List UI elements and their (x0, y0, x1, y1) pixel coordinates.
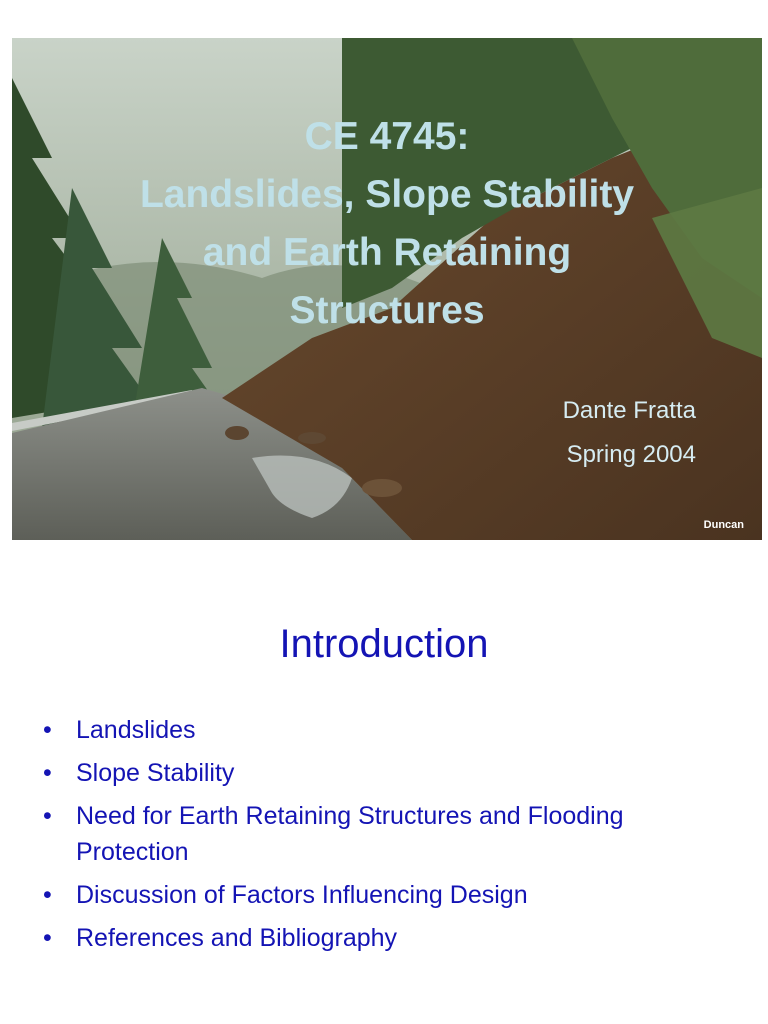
list-item (40, 877, 740, 913)
list-item (40, 712, 740, 748)
bullet-text: Landslides (76, 716, 196, 744)
list-item (40, 920, 740, 956)
bullet-icon: • (43, 881, 52, 909)
list-item (40, 755, 740, 791)
bullet-icon: • (43, 924, 52, 952)
bullet-text: References and Bibliography (76, 924, 398, 952)
intro-title: Introduction (279, 622, 489, 666)
bullet-icon: • (43, 759, 52, 787)
title-line: CE 4745: (304, 115, 470, 158)
bullet-text: Need for Earth Retaining Structures and Flooding Protection (76, 802, 624, 866)
author-name: Dante Fratta (562, 397, 696, 424)
bullet-text: Discussion of Factors Influencing Design (76, 881, 528, 909)
intro-bullet-list (40, 712, 740, 963)
bullet-icon: • (43, 802, 52, 830)
bullet-text: Slope Stability (76, 759, 235, 787)
title-line: Landslides, Slope Stability (139, 173, 635, 216)
title-line: Structures (289, 289, 485, 332)
term-label: Spring 2004 (566, 441, 696, 468)
course-title (12, 108, 762, 340)
list-item (40, 798, 740, 870)
photo-credit: Duncan (703, 519, 744, 531)
title-line: and Earth Retaining (202, 231, 572, 274)
title-slide (12, 38, 762, 540)
bullet-icon: • (43, 716, 52, 744)
